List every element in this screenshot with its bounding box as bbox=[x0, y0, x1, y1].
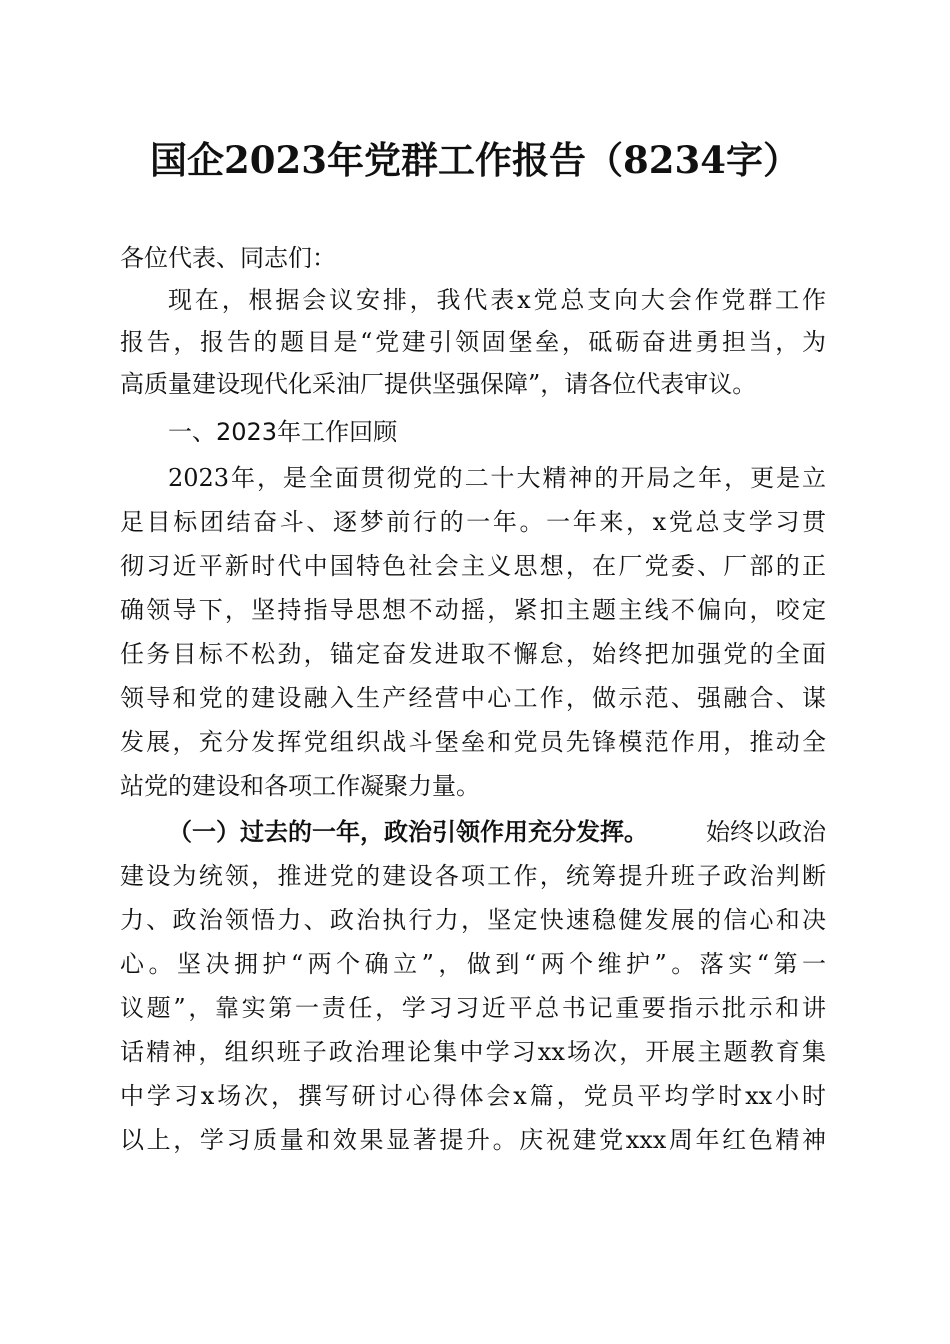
paragraph-line: 足目标团结奋斗、逐梦前行的一年。一年来，x党总支学习贯 bbox=[120, 508, 826, 536]
paragraph-line: 彻习近平新时代中国特色社会主义思想，在厂党委、厂部的正 bbox=[120, 552, 826, 580]
salutation: 各位代表、同志们： bbox=[120, 244, 336, 272]
document-title: 国企2023年党群工作报告（8234字） bbox=[150, 138, 800, 182]
paragraph-line: 领导和党的建设融入生产经营中心工作，做示范、强融合、谋 bbox=[120, 684, 826, 712]
subsection-first-rest: 始终以政治 bbox=[706, 818, 826, 846]
paragraph-line: 确领导下，坚持指导思想不动摇，紧扣主题主线不偏向，咬定 bbox=[120, 596, 826, 624]
paragraph-line: 建设为统领，推进党的建设各项工作，统筹提升班子政治判断 bbox=[120, 862, 826, 890]
paragraph-line: 任务目标不松劲，锚定奋发进取不懈怠，始终把加强党的全面 bbox=[120, 640, 826, 668]
paragraph-line: 以上，学习质量和效果显著提升。庆祝建党xxx周年红色精神 bbox=[120, 1126, 826, 1154]
intro-line: 高质量建设现代化采油厂提供坚强保障”，请各位代表审议。 bbox=[120, 370, 757, 398]
paragraph-line: 心。坚决拥护“两个确立”，做到“两个维护”。落实“第一 bbox=[120, 950, 826, 978]
paragraph-line: 站党的建设和各项工作凝聚力量。 bbox=[120, 772, 480, 800]
subsection-heading: （一）过去的一年，政治引领作用充分发挥。 bbox=[168, 817, 648, 846]
intro-line: 现在，根据会议安排，我代表x党总支向大会作党群工作 bbox=[168, 286, 826, 314]
paragraph-line: 发展，充分发挥党组织战斗堡垒和党员先锋模范作用，推动全 bbox=[120, 728, 826, 756]
paragraph-line: 2023年，是全面贯彻党的二十大精神的开局之年，更是立 bbox=[168, 464, 826, 492]
paragraph-line: 力、政治领悟力、政治执行力，坚定快速稳健发展的信心和决 bbox=[120, 906, 826, 934]
paragraph-line: 话精神，组织班子政治理论集中学习xx场次，开展主题教育集 bbox=[120, 1038, 826, 1066]
intro-line: 报告，报告的题目是“党建引领固堡垒，砥砺奋进勇担当，为 bbox=[120, 328, 826, 356]
paragraph-line: 中学习x场次，撰写研讨心得体会x篇，党员平均学时xx小时 bbox=[120, 1082, 826, 1110]
section-heading: 一、2023年工作回顾 bbox=[168, 418, 398, 446]
subsection-first-line bbox=[168, 812, 826, 852]
paragraph-line: 议题”，靠实第一责任，学习习近平总书记重要指示批示和讲 bbox=[120, 994, 826, 1022]
